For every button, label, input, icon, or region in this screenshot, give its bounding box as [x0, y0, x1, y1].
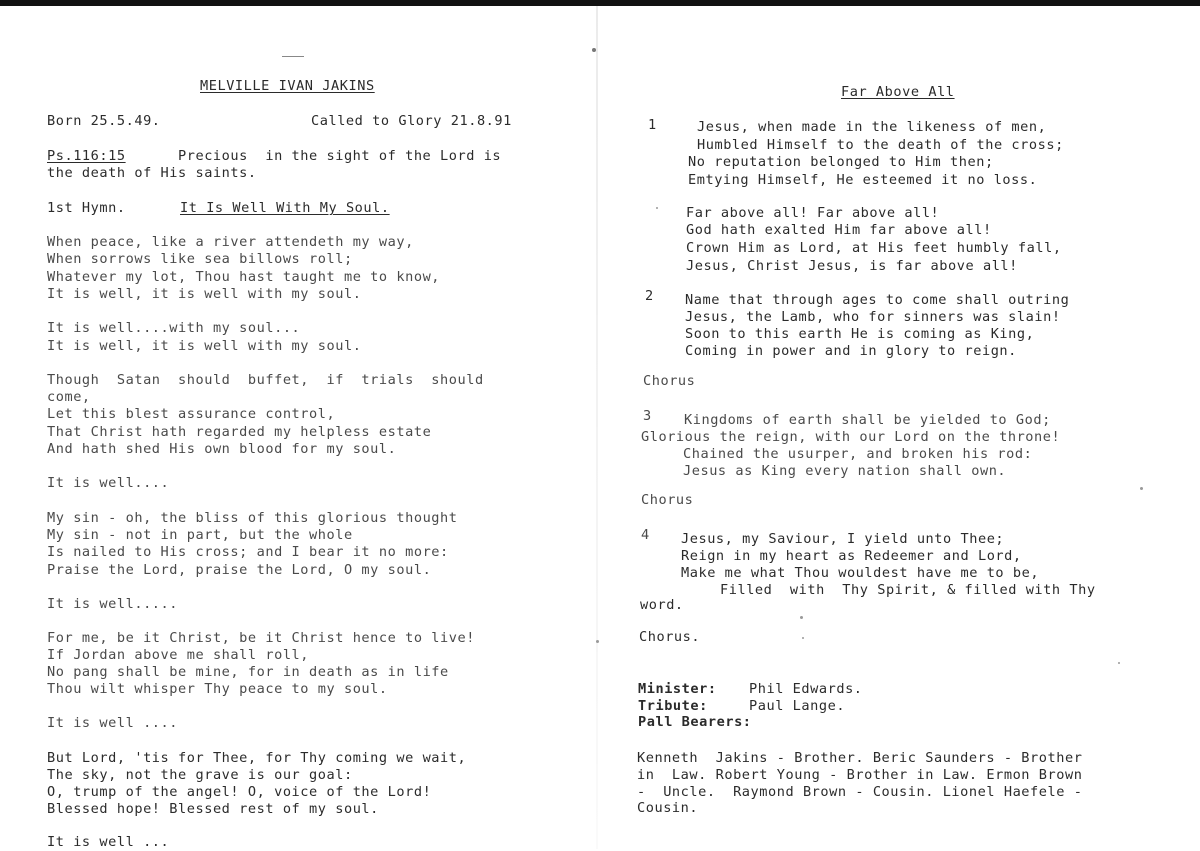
hymn-line: Blessed hope! Blessed rest of my soul.: [47, 801, 379, 817]
hymn-line: Is nailed to His cross; and I bear it no more:: [47, 544, 449, 560]
chorus-line: Jesus, Christ Jesus, is far above all!: [686, 258, 1018, 274]
verse-number: 1: [648, 117, 657, 133]
hymn-line: O, trump of the angel! O, voice of the Lord!: [47, 784, 432, 800]
verse-line: Soon to this earth He is coming as King,: [685, 326, 1035, 342]
chorus-line: God hath exalted Him far above all!: [686, 222, 992, 238]
page-fold: [596, 6, 598, 849]
born-date: Born 25.5.49.: [47, 113, 161, 129]
hymn-line: come,: [47, 389, 91, 405]
verse-line: Jesus, my Saviour, I yield unto Thee;: [681, 531, 1005, 547]
pall-bearers-label: Pall Bearers:: [638, 714, 752, 730]
scan-speck: [802, 637, 804, 639]
verse-line: Humbled Himself to the death of the cross;: [697, 137, 1064, 153]
chorus-marker: Chorus.: [639, 629, 701, 645]
hymn-title: Far Above All: [841, 84, 955, 100]
pall-bearers-line: - Uncle. Raymond Brown - Cousin. Lionel Haefele -: [637, 784, 1083, 800]
verse-line: Name that through ages to come shall outring: [685, 292, 1070, 308]
psalm-text-line: the death of His saints.: [47, 165, 257, 181]
page-title: MELVILLE IVAN JAKINS: [200, 78, 375, 94]
hymn-line: Though Satan should buffet, if trials should: [47, 372, 484, 388]
verse-line: Jesus as King every nation shall own.: [683, 463, 1007, 479]
scan-top-edge: [0, 0, 1200, 6]
verse-line: Reign in my heart as Redeemer and Lord,: [681, 548, 1022, 564]
minister-label: Minister:: [638, 681, 717, 697]
psalm-text-line: Precious in the sight of the Lord is: [178, 148, 502, 164]
hymn-line: My sin - not in part, but the whole: [47, 527, 353, 543]
hymn-refrain: It is well....: [47, 475, 170, 491]
hymn-line: Let this blest assurance control,: [47, 406, 336, 422]
hymn-refrain: It is well ...: [47, 834, 170, 850]
hymn-label: 1st Hymn.: [47, 200, 126, 216]
hymn-line: Thou wilt whisper Thy peace to my soul.: [47, 681, 388, 697]
verse-line: Make me what Thou wouldest have me to be,: [681, 565, 1040, 581]
chorus-marker: Chorus: [643, 373, 696, 389]
scan-speck: [656, 207, 658, 209]
verse-number: 4: [641, 527, 650, 543]
hymn-line: And hath shed His own blood for my soul.: [47, 441, 397, 457]
scan-speck: [1118, 662, 1120, 664]
hymn-line: Whatever my lot, Thou hast taught me to know,: [47, 269, 441, 285]
hymn-line: My sin - oh, the bliss of this glorious thought: [47, 510, 458, 526]
hymn-line: That Christ hath regarded my helpless estate: [47, 424, 432, 440]
hymn-line: But Lord, 'tis for Thee, for Thy coming we wait,: [47, 750, 467, 766]
hymn-line: For me, be it Christ, be it Christ hence to live!: [47, 630, 475, 646]
psalm-reference: Ps.116:15: [47, 148, 126, 164]
hymn-refrain: It is well, it is well with my soul.: [47, 338, 362, 354]
top-dash-mark: [282, 56, 304, 57]
verse-line: word.: [640, 597, 684, 613]
verse-line: Chained the usurper, and broken his rod:: [683, 446, 1033, 462]
hymn-refrain: It is well ....: [47, 715, 179, 731]
verse-line: Emtying Himself, He esteemed it no loss.: [688, 172, 1038, 188]
hymn-line: Praise the Lord, praise the Lord, O my soul.: [47, 562, 432, 578]
verse-line: Jesus, when made in the likeness of men,: [697, 119, 1047, 135]
minister-name: Phil Edwards.: [749, 681, 863, 697]
scan-speck: [800, 616, 803, 619]
pall-bearers-line: Kenneth Jakins - Brother. Beric Saunders - Brother: [637, 750, 1083, 766]
hymn-refrain: It is well....with my soul...: [47, 320, 301, 336]
pall-bearers-line: Cousin.: [637, 800, 699, 816]
verse-line: Jesus, the Lamb, who for sinners was slain!: [685, 309, 1061, 325]
scan-speck: [596, 640, 599, 643]
verse-line: Filled with Thy Spirit, & filled with Thy: [720, 582, 1096, 598]
verse-line: Coming in power and in glory to reign.: [685, 343, 1017, 359]
hymn-line: When sorrows like sea billows roll;: [47, 251, 353, 267]
hymn-line: When peace, like a river attendeth my way,: [47, 234, 414, 250]
hymn-line: The sky, not the grave is our goal:: [47, 767, 353, 783]
hymn-refrain: It is well.....: [47, 596, 179, 612]
chorus-marker: Chorus: [641, 492, 694, 508]
hymn-line: No pang shall be mine, for in death as in life: [47, 664, 449, 680]
pall-bearers-line: in Law. Robert Young - Brother in Law. Ermon Brown: [637, 767, 1083, 783]
verse-number: 2: [645, 288, 654, 304]
hymn-line: If Jordan above me shall roll,: [47, 647, 310, 663]
verse-line: No reputation belonged to Him then;: [688, 154, 994, 170]
fold-mark: [592, 48, 596, 52]
called-date: Called to Glory 21.8.91: [311, 113, 512, 129]
chorus-line: Crown Him as Lord, at His feet humbly fall,: [686, 240, 1062, 256]
hymn-line: It is well, it is well with my soul.: [47, 286, 362, 302]
scan-speck: [1140, 487, 1143, 490]
chorus-line: Far above all! Far above all!: [686, 205, 940, 221]
tribute-label: Tribute:: [638, 698, 708, 714]
tribute-name: Paul Lange.: [749, 698, 846, 714]
verse-line: Kingdoms of earth shall be yielded to God;: [684, 412, 1051, 428]
hymn-title: It Is Well With My Soul.: [180, 200, 390, 216]
verse-number: 3: [643, 408, 652, 424]
verse-line: Glorious the reign, with our Lord on the throne!: [641, 429, 1061, 445]
